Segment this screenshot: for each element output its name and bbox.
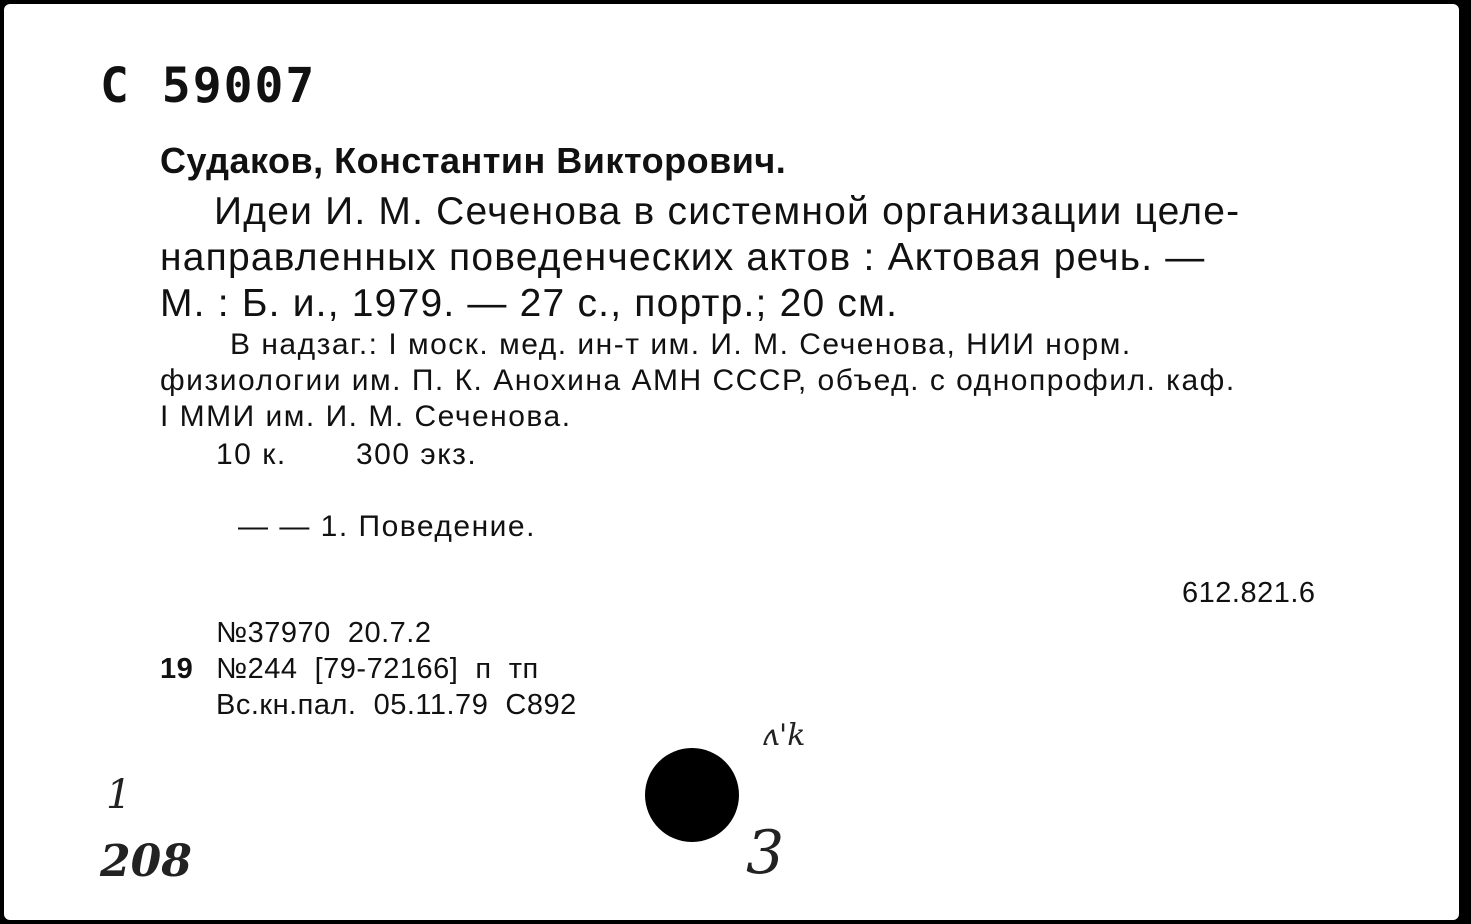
handwritten-number-bottom: 208 <box>100 836 192 887</box>
title-line-1: Идеи И. М. Сеченова в системной организации целе- <box>214 190 1241 233</box>
registry-line-2: №244 [79-72166] п тп <box>216 653 539 685</box>
price: 10 к. <box>216 438 287 471</box>
classification-number: 612.821.6 <box>1182 577 1316 609</box>
copies: 300 экз. <box>356 438 478 471</box>
note-line-3: I ММИ им. И. М. Сеченова. <box>160 400 572 433</box>
handwritten-number-right: 3 <box>746 818 785 888</box>
card-edge-shadow <box>1459 0 1471 924</box>
note-line-1: В надзаг.: I моск. мед. ин-т им. И. М. Сеченова, НИИ норм. <box>230 328 1132 361</box>
note-line-2: физиологии им. П. К. Анохина АМН СССР, объед. с однопрофил. каф. <box>160 364 1236 397</box>
title-line-3: М. : Б. и., 1979. — 27 с., портр.; 20 см. <box>160 282 899 325</box>
author-heading: Судаков, Константин Викторович. <box>160 140 787 181</box>
registry-line-3: Вс.кн.пал. 05.11.79 С892 <box>216 689 577 721</box>
handwritten-number-top: 1 <box>106 772 132 818</box>
shelf-mark: С 59007 <box>100 58 317 114</box>
title-line-2: направленных поведенческих актов : Актовая речь. — <box>160 236 1206 279</box>
registry-line-1: №37970 20.7.2 <box>216 617 432 649</box>
handwritten-initials: ʌ'k <box>762 718 806 753</box>
registry-prefix: 19 <box>160 653 194 685</box>
subject-heading: — — 1. Поведение. <box>238 510 536 543</box>
punch-hole <box>645 748 739 842</box>
